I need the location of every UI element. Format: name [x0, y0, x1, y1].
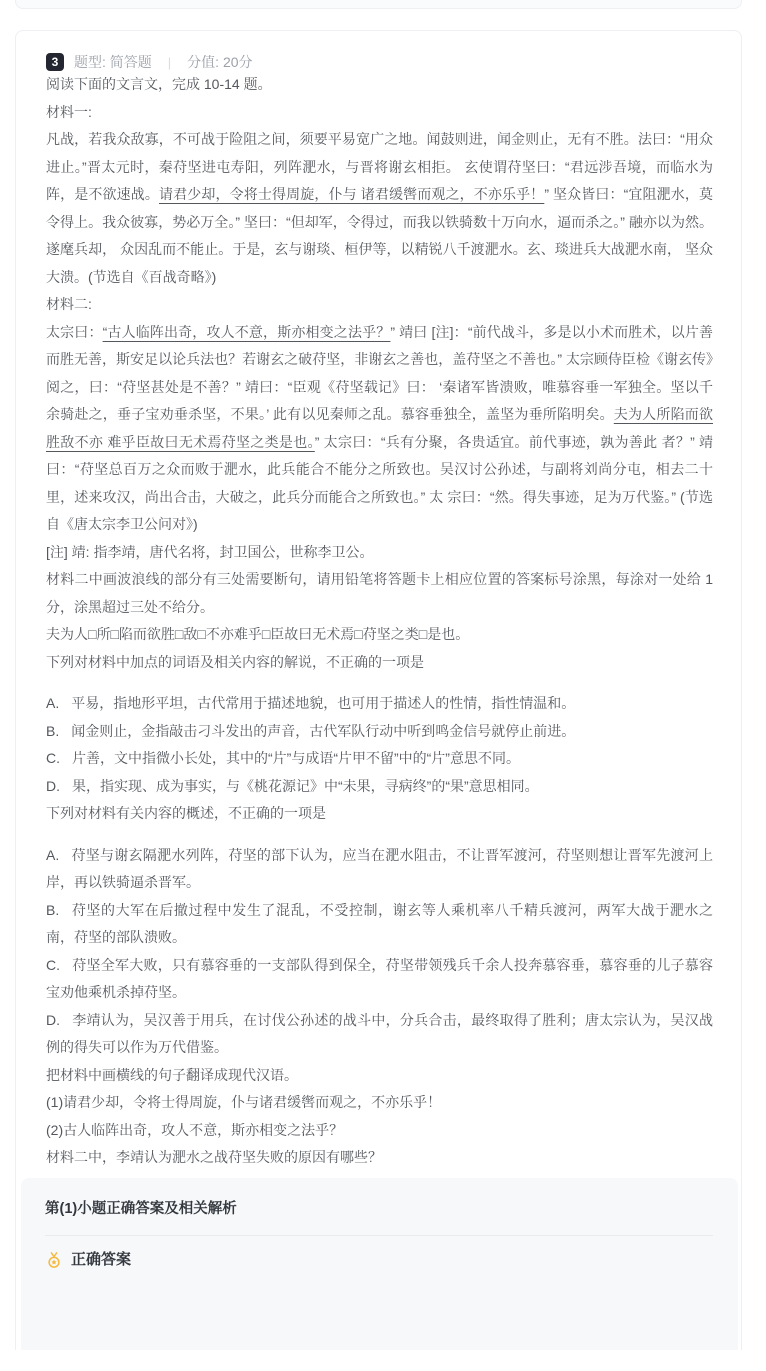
- option-a-text: 平易，指地形平坦，古代常用于描述地貌，也可用于描述人的性情，指性情温和。: [71, 695, 576, 711]
- material2-text: [46, 319, 713, 539]
- material2-underlined-1: “古人临阵出奇，攻人不意，斯亦相变之法乎？: [102, 323, 391, 340]
- question-card: [15, 30, 742, 1350]
- word-question-stem: 下列对材料中加点的词语及相关内容的解说，不正确的一项是: [46, 653, 424, 670]
- option-d-text: 李靖认为，吴汉善于用兵，在讨伐公孙述的战斗中，分兵合击，最终取得了胜利；唐太宗认为，吴汉战例的得失可以作为万代借鉴。: [46, 1011, 713, 1055]
- previous-question-card-bottom: [15, 0, 742, 9]
- answer-divider: [45, 1235, 713, 1236]
- material1-underlined: 请君少却，令将士得周旋，仆与 诸君缓辔而观之，不亦乐乎！: [158, 186, 545, 202]
- material2-seg2: ” 靖曰 [注]：“前代战斗，多是以小术而胜术，以片善而胜无善，斯安足以论兵法也？若谢玄之破苻坚，非谢玄之善也，盖苻坚之不善也。” 太宗顾侍臣检《谢玄传》阅之，曰：“苻坚甚处是不善？” 靖曰：“臣观《苻坚载记》曰： ‘秦诸军皆溃败，唯慕容垂一军独全。坚以千余骑赴之，垂子宝劝垂杀坚，不果。’ 此有以见秦师之乱。慕容垂独全，盖坚为垂所陷明矣。: [46, 323, 714, 422]
- reason-question-stem: 材料二中，李靖认为淝水之战苻坚失败的原因有哪些？: [46, 1149, 382, 1165]
- option-a-text: 苻坚与谢玄隔淝水列阵，苻坚的部下认为，应当在淝水阻击，不让晋军渡河，苻坚则想让晋军先渡河上岸，再以铁骑逼杀晋军。: [46, 846, 713, 890]
- material2-note: [注] 靖: 指李靖，唐代名将，封卫国公，世称李卫公。: [46, 543, 374, 560]
- option-b: [46, 718, 713, 746]
- material1-seg1: 凡战，若我众敌寡，不可战于险阻之间，须要平易宽广之地。闻鼓则进，闻金则止，无有不胜。法曰：“用众进止。”晋太元时，秦苻坚进屯寿阳，列阵淝水，与晋将谢玄相拒。 玄使谓苻坚曰：“君远涉吾境，而临水为阵，是不欲速战。: [46, 131, 713, 202]
- option-c: [46, 952, 713, 1007]
- option-a-label: A.: [46, 695, 60, 711]
- question-header: [46, 53, 713, 71]
- material1-text: [46, 126, 713, 291]
- option-c: [46, 745, 713, 773]
- material1-seg2: ” 坚众皆曰：“宜阻淝水，莫令得上。我众彼寡，势必万全。” 坚曰：“但却军，令得过，而我以铁骑数十万向水，逼而杀之。” 融亦以为然。遂麾兵却， 众因乱而不能止。于是，玄与谢琰、桓伊等，以精锐八千渡淝水。玄、琰进兵大战淝水南， 坚众大溃。(节选自《百战奇略》): [46, 186, 713, 285]
- option-d: [46, 1007, 713, 1062]
- translate-item-2: (2)古人临阵出奇，攻人不意，斯亦相变之法乎？: [46, 1121, 344, 1138]
- duanju-sentence: 夫为人□所□陷而欲胜□敌□不亦难乎□臣故曰无术焉□苻坚之类□是也。: [46, 626, 470, 642]
- answer-section-heading: 第(1)小题正确答案及相关解析: [45, 1200, 237, 1217]
- translate-item-1: (1)请君少却，令将士得周旋，仆与诸君缓辔而观之，不亦乐乎！: [46, 1094, 442, 1110]
- option-a: [46, 842, 713, 897]
- meta-divider: |: [167, 54, 172, 70]
- question-type-label: 题型: 简答题: [74, 54, 152, 70]
- option-a: [46, 690, 713, 718]
- content-question-options: [46, 842, 713, 1062]
- word-question-options: [46, 690, 713, 800]
- material2-seg1: 太宗曰：: [46, 323, 103, 340]
- correct-answer-row: [45, 1250, 713, 1270]
- material1-label: 材料一:: [46, 103, 92, 120]
- option-b-label: B.: [46, 901, 60, 918]
- question-score-label: 分值: 20分: [187, 54, 253, 70]
- option-b-text: 闻金则止，金指敲击刁斗发出的声音，古代军队行动中听到鸣金信号就停止前进。: [71, 722, 576, 739]
- option-c-label: C.: [46, 750, 60, 766]
- material2-label: 材料二:: [46, 296, 92, 312]
- option-d-label: D.: [46, 777, 60, 794]
- correct-answer-label: 正确答案: [71, 1250, 132, 1268]
- option-a-label: A.: [46, 846, 60, 863]
- duanju-question-stem: 材料二中画波浪线的部分有三处需要断句，请用铅笔将答题卡上相应位置的答案标号涂黑，每涂对一处给 1 分，涂黑超过三处不给分。: [46, 571, 713, 615]
- option-d-text: 果，指实现、成为事实，与《桃花源记》中“未果，寻病终”的“果”意思相同。: [72, 777, 539, 794]
- passage-intro: 阅读下面的文言文，完成 10-14 题。: [46, 76, 272, 92]
- option-b: [46, 897, 713, 952]
- material2-underlined-2: 夫为人所陷而欲胜敌不亦 难乎臣故曰无术焉苻坚之类是也。: [46, 406, 713, 450]
- material2-seg3: ” 太宗曰：“兵有分聚，各贵适宜。前代事迹，孰为善此 者？” 靖曰：“苻坚总百万之众而败于淝水，此兵能合不能分之所致也。吴汉讨公孙述，与副将刘尚分屯，相去二十里，述来攻汉，尚出合击，大破之，此兵分而能合之所致也。” 太 宗曰：“然。得失事迹，足为万代鉴。” (节选自《唐太宗李卫公问对》): [46, 433, 714, 532]
- medal-icon: [45, 1251, 63, 1269]
- option-d-label: D.: [46, 1011, 60, 1028]
- content-question-stem: 下列对材料有关内容的概述，不正确的一项是: [46, 805, 326, 821]
- option-c-text: 片善，文中指微小长处，其中的“片”与成语“片甲不留”中的“片”意思不同。: [72, 750, 520, 766]
- option-c-label: C.: [46, 956, 60, 973]
- option-b-label: B.: [46, 722, 60, 739]
- option-c-text: 苻坚全军大败，只有慕容垂的一支部队得到保全，苻坚带领残兵千余人投奔慕容垂，慕容垂的儿子慕容宝劝他乘机杀掉苻坚。: [46, 956, 713, 1000]
- option-b-text: 苻坚的大军在后撤过程中发生了混乱，不受控制，谢玄等人乘机率八千精兵渡河，两军大战于淝水之南，苻坚的部队溃败。: [46, 901, 713, 945]
- option-d: [46, 773, 713, 801]
- translate-question-stem: 把材料中画横线的句子翻译成现代汉语。: [46, 1066, 298, 1083]
- question-number-badge: 3: [46, 53, 64, 71]
- answer-analysis-panel: [21, 1178, 738, 1350]
